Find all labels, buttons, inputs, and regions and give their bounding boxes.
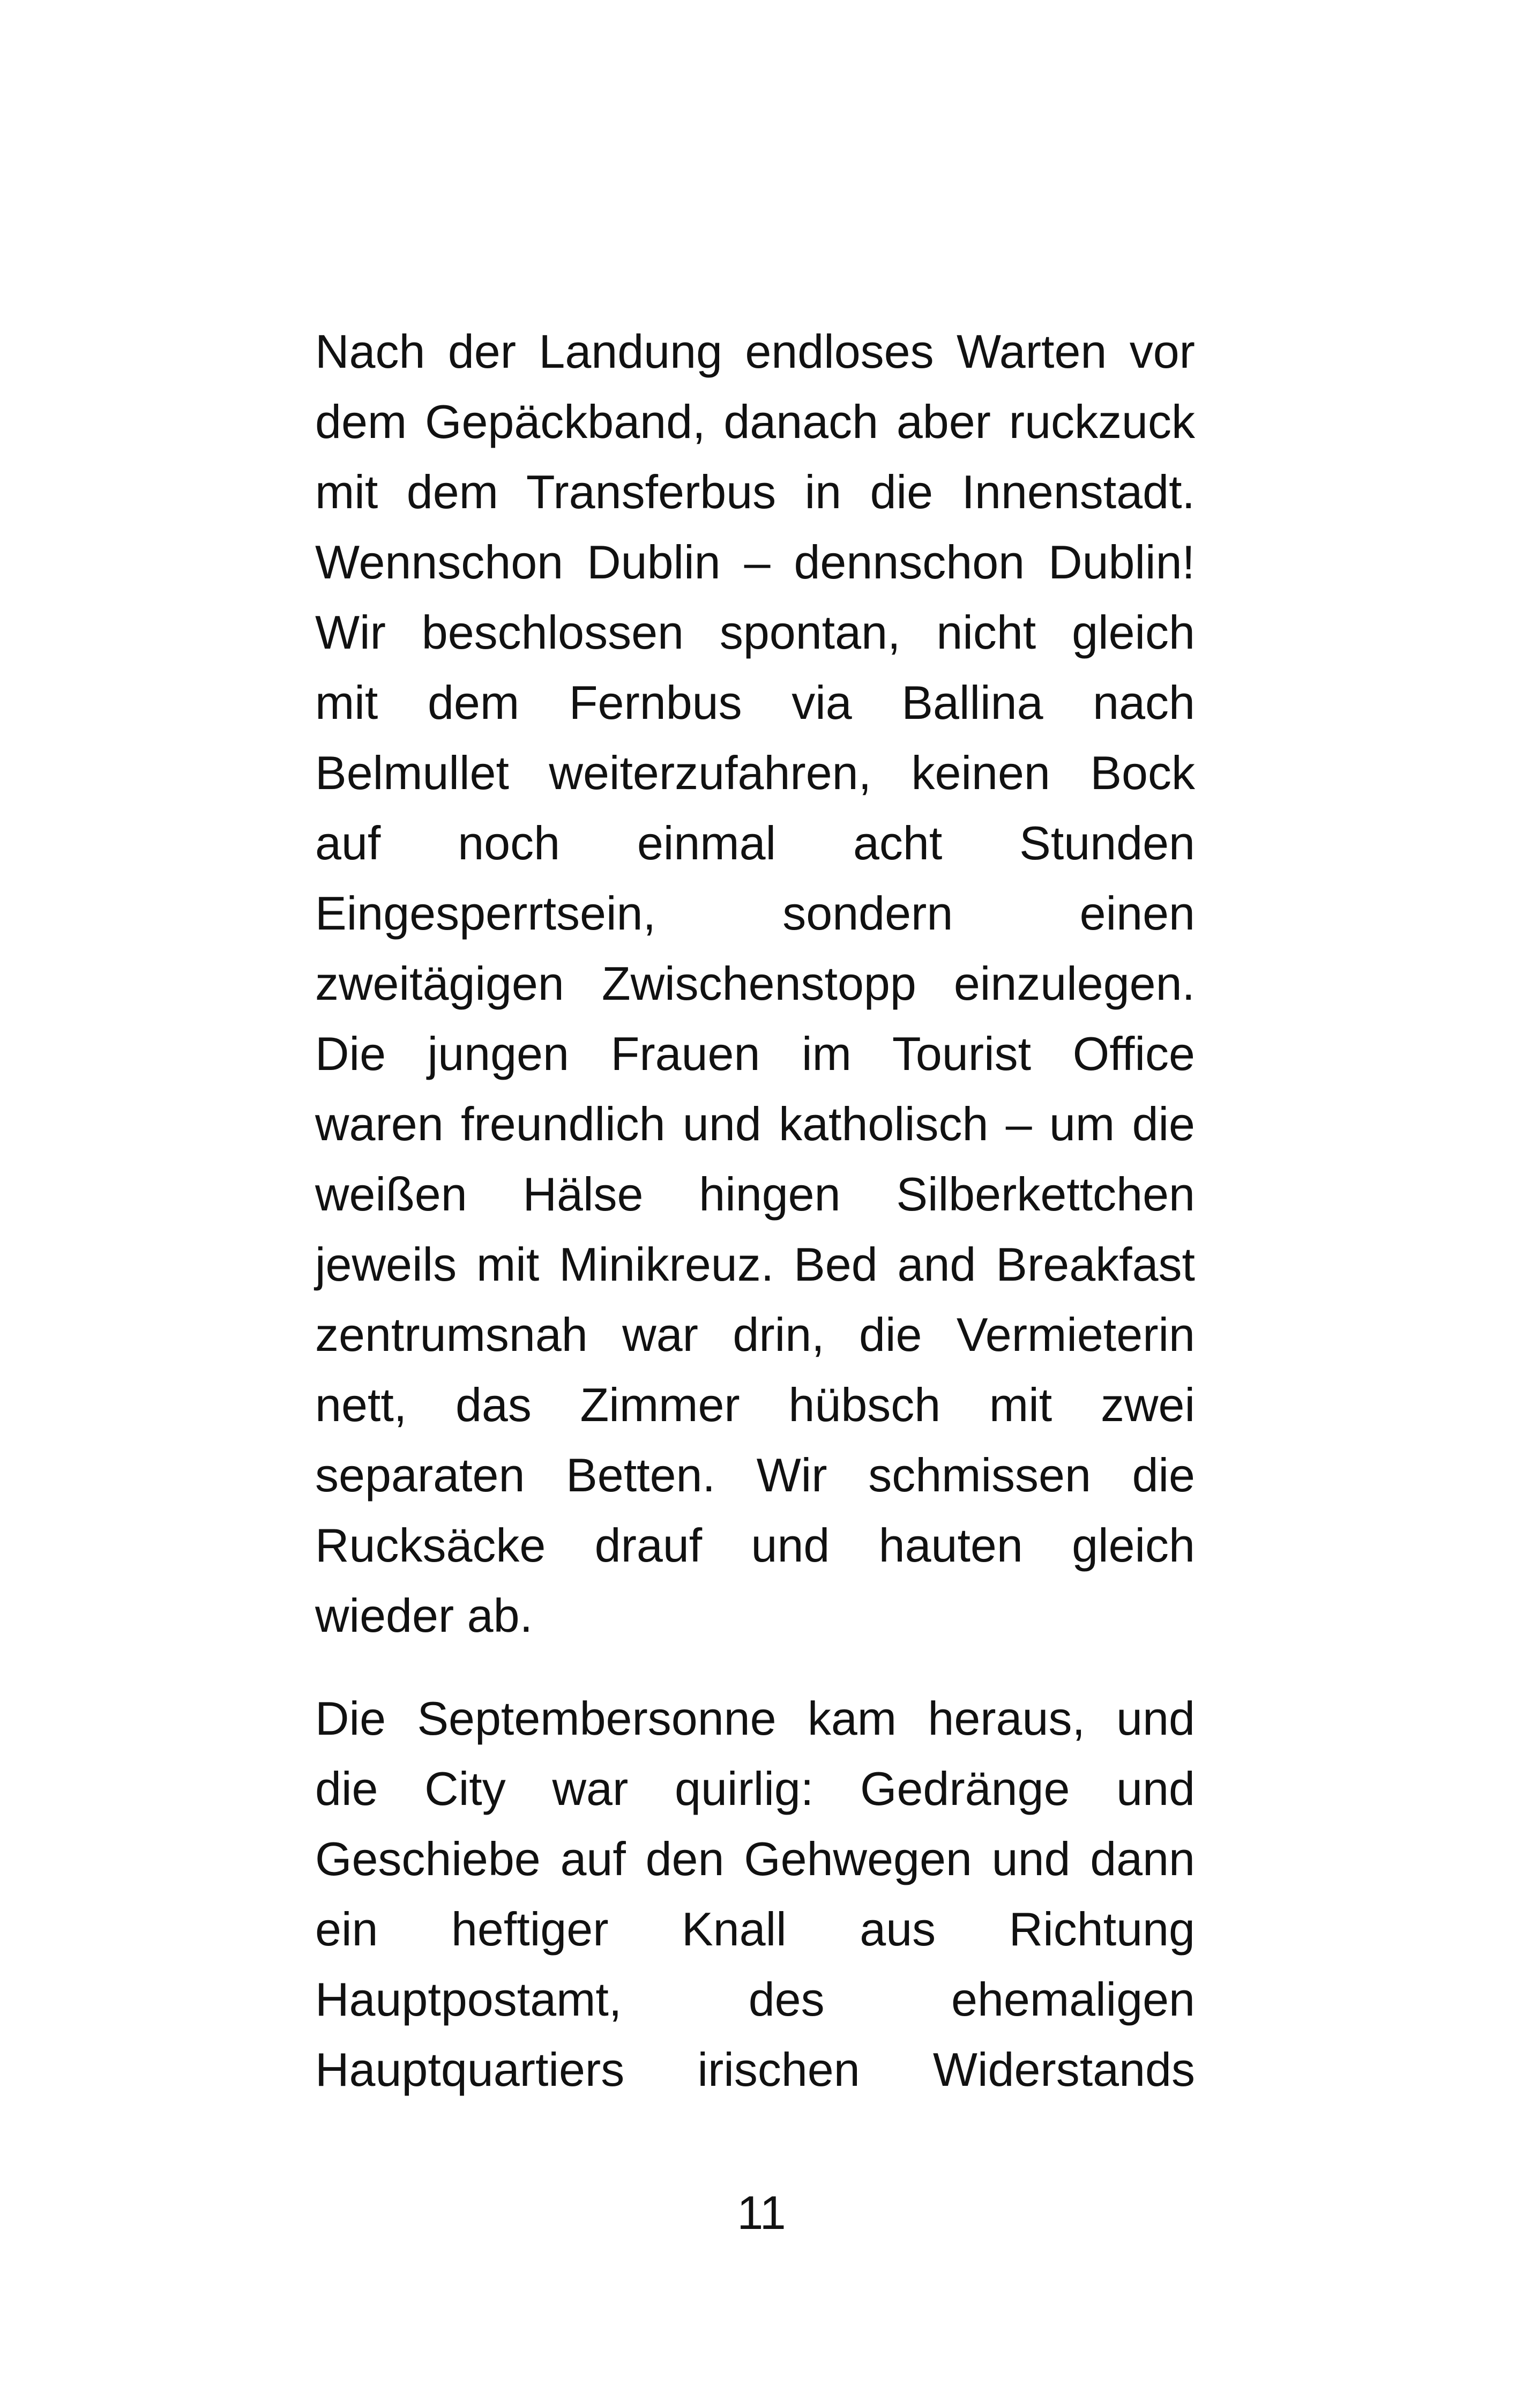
text-line: mit dem Transferbus in die Innenstadt. — [315, 465, 1195, 518]
text-line: Belmullet weiterzufahren, keinen Bock — [315, 746, 1195, 799]
text-line: dem Gepäckband, danach aber ruckzuck — [315, 395, 1195, 448]
paragraph-1 — [315, 316, 1195, 1651]
text-line: Geschiebe auf den Gehwegen und dann — [315, 1832, 1195, 1885]
text-line: Hauptquartiers irischen Widerstands — [315, 2043, 1195, 2096]
text-line: Die jungen Frauen im Tourist Office — [315, 1027, 1195, 1080]
text-line: Wir beschlossen spontan, nicht gleich — [315, 606, 1195, 659]
text-line: weißen Hälse hingen Silberkettchen — [315, 1168, 1195, 1221]
text-line: wieder ab. — [315, 1589, 533, 1642]
text-line: mit dem Fernbus via Ballina nach — [315, 676, 1195, 729]
paragraph-2 — [315, 1683, 1195, 2105]
text-line: die City war quirlig: Gedränge und — [315, 1762, 1195, 1815]
text-line: waren freundlich und katholisch – um die — [315, 1097, 1195, 1150]
text-line: ein heftiger Knall aus Richtung — [315, 1902, 1195, 1956]
text-line: nett, das Zimmer hübsch mit zwei — [315, 1378, 1195, 1431]
text-line: zentrumsnah war drin, die Vermieterin — [315, 1308, 1195, 1361]
page-number: 11 — [737, 2186, 786, 2239]
text-line: Die Septembersonne kam heraus, und — [315, 1692, 1195, 1745]
text-line: Eingesperrtsein, sondern einen — [315, 887, 1195, 940]
text-line: separaten Betten. Wir schmissen die — [315, 1448, 1195, 1502]
text-line: Rucksäcke drauf und hauten gleich — [315, 1519, 1195, 1572]
text-line: jeweils mit Minikreuz. Bed and Breakfast — [315, 1238, 1195, 1291]
text-line: zweitägigen Zwischenstopp einzulegen. — [315, 957, 1195, 1010]
text-line: Wennschon Dublin – dennschon Dublin! — [315, 536, 1195, 589]
text-line: Nach der Landung endloses Warten vor — [315, 325, 1195, 378]
text-line: Hauptpostamt, des ehemaligen — [315, 1973, 1195, 2026]
text-line: auf noch einmal acht Stunden — [315, 816, 1195, 869]
